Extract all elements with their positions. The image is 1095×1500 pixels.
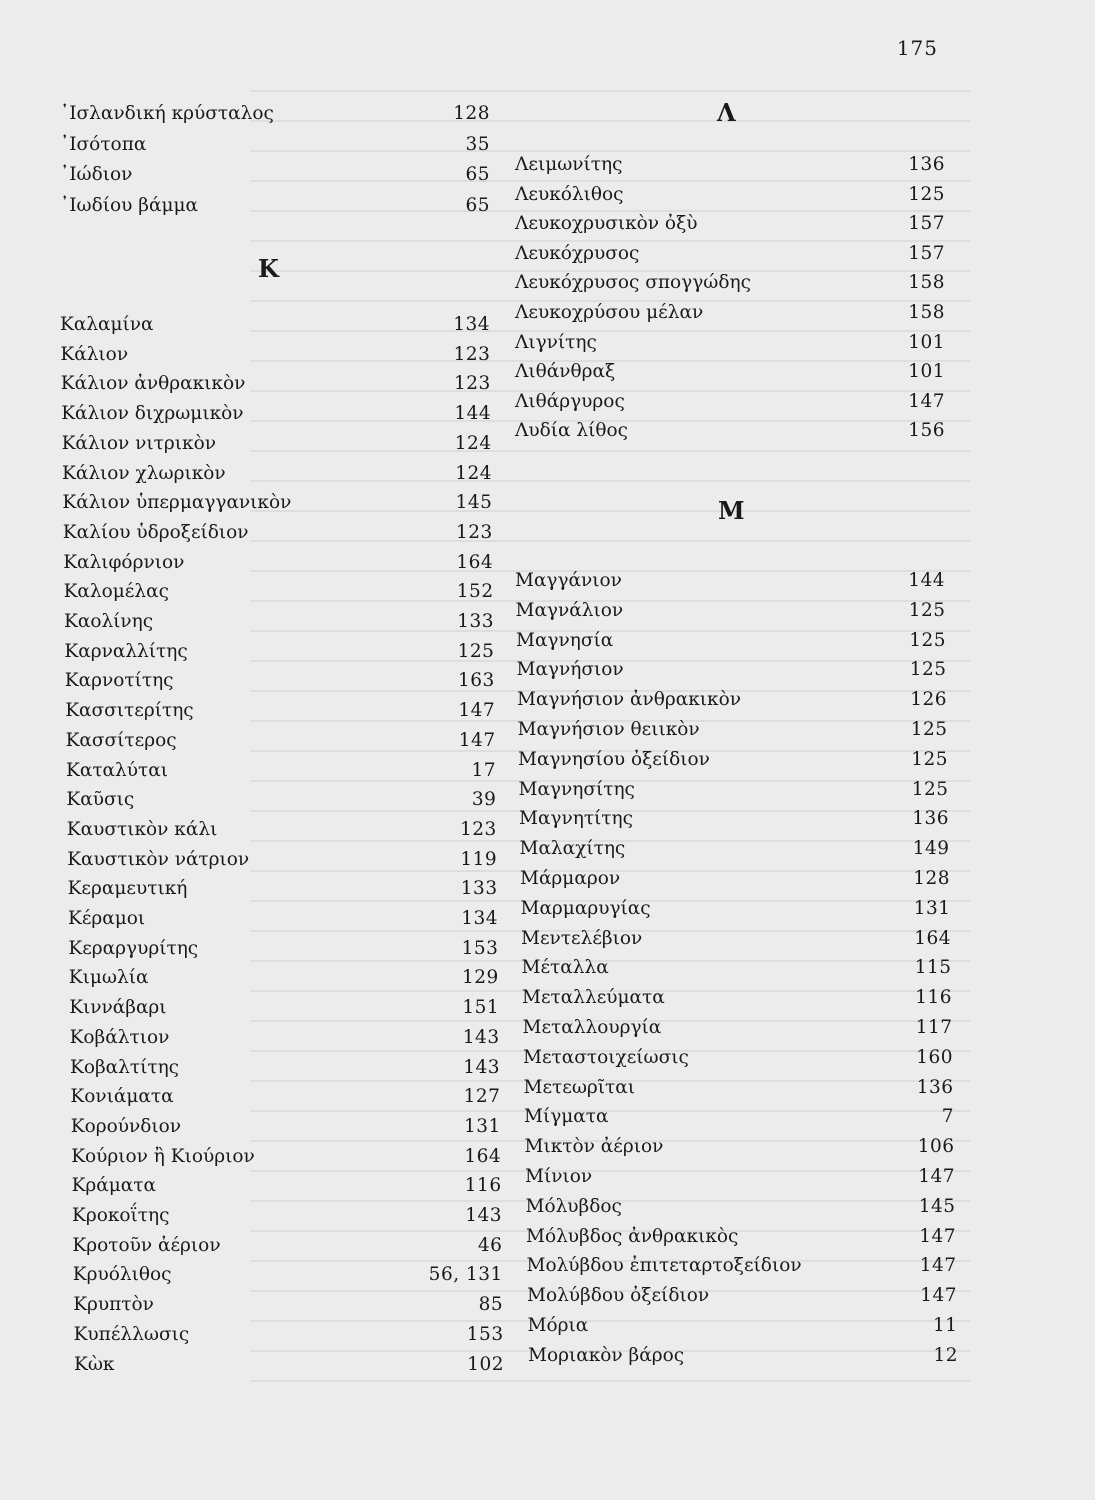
index-entry	[526, 1224, 956, 1250]
index-page-ref: 136	[916, 1076, 954, 1098]
index-page-ref: 156	[908, 420, 945, 442]
index-term: Κονιάματα	[70, 1086, 174, 1108]
index-page-ref: 123	[453, 343, 491, 365]
index-page-ref: 101	[908, 361, 945, 383]
index-entry	[69, 965, 499, 991]
index-term: Λευκοχρυσικὸν ὀξὺ	[515, 213, 698, 235]
index-page-ref: 131	[463, 1115, 501, 1137]
index-entry	[515, 300, 945, 326]
index-term: ᾿Ιώδιον	[60, 164, 133, 185]
index-entry	[515, 211, 945, 237]
index-entry	[520, 866, 950, 892]
index-entry	[62, 490, 492, 516]
index-entry	[522, 985, 952, 1011]
index-term: Μαγνησίτης	[518, 778, 635, 800]
index-term: Μαγνησίου ὀξείδιον	[518, 748, 710, 770]
index-page-ref: 106	[917, 1136, 955, 1158]
index-entry	[67, 817, 497, 843]
index-entry	[62, 461, 492, 487]
index-page-ref: 158	[908, 272, 945, 294]
index-entry	[515, 418, 945, 444]
index-term: Καταλύται	[66, 759, 168, 781]
index-term: Καρναλλίτης	[64, 640, 188, 662]
index-page-ref: 160	[916, 1046, 953, 1068]
index-page-ref: 125	[909, 629, 946, 651]
index-entry	[519, 806, 949, 832]
index-term: Κυπέλλωσις	[73, 1323, 190, 1345]
index-entry	[515, 389, 945, 415]
index-term: Λιθάργυρος	[515, 390, 625, 412]
index-term: Κάλιον	[60, 343, 129, 365]
index-entry	[515, 270, 945, 296]
index-term: Λευκόχρυσος σπογγώδης	[515, 272, 751, 294]
index-term: Κιννάβαρι	[69, 997, 167, 1019]
index-page-ref: 85	[478, 1294, 504, 1316]
index-term: Μαγνητίτης	[519, 808, 633, 830]
index-entry	[517, 657, 947, 683]
index-entry	[71, 1144, 501, 1170]
index-term: Μετεωρῖται	[523, 1076, 636, 1098]
index-term: Λευκοχρύσου μέλαν	[515, 302, 704, 323]
index-entry	[74, 1322, 504, 1348]
page-number: 175	[896, 36, 938, 60]
index-entry	[520, 836, 950, 862]
index-term: Κούριον ἢ Κιούριον	[71, 1145, 255, 1167]
index-entry	[528, 1313, 958, 1339]
index-entry	[69, 995, 499, 1021]
index-term: Μοριακὸν βάρος	[528, 1344, 685, 1366]
index-page-ref: 145	[455, 492, 493, 514]
index-entry	[70, 1025, 500, 1051]
index-page-ref: 158	[908, 302, 945, 323]
index-term: Λειμωνίτης	[515, 154, 623, 175]
index-entry	[60, 101, 490, 127]
section-letter-m: Μ	[718, 496, 745, 525]
index-page-ref: 128	[913, 868, 950, 889]
index-term: Κιμωλία	[68, 967, 149, 989]
index-page-ref: 136	[908, 154, 945, 175]
index-term: Κροτοῦν ἀέριον	[72, 1234, 221, 1256]
index-term: Μολύβδου ἐπιτεταρτοξείδιον	[526, 1255, 802, 1277]
index-term: Κροκοΐτης	[72, 1205, 170, 1226]
index-page-ref: 46	[477, 1234, 503, 1256]
index-term: Μαγνησία	[516, 629, 614, 651]
index-page-ref: 144	[454, 403, 492, 425]
index-term: Καλαμίνα	[60, 314, 154, 335]
index-entry	[515, 568, 945, 594]
index-term: Κάλιον χλωρικὸν	[62, 462, 226, 484]
index-entry	[515, 241, 945, 267]
index-term: Μικτὸν ἀέριον	[524, 1136, 664, 1158]
index-term: Κεραμευτική	[67, 878, 188, 900]
index-entry	[521, 926, 951, 952]
index-term: Λευκόλιθος	[515, 183, 624, 205]
index-page-ref: 65	[465, 194, 490, 216]
index-page-ref: 147	[919, 1225, 956, 1247]
index-term: Μολύβδου ὀξείδιον	[527, 1285, 710, 1307]
index-entry	[517, 687, 947, 713]
index-term: Κράματα	[71, 1175, 157, 1197]
index-page-ref: 128	[453, 103, 490, 124]
index-term: Λυδία λίθος	[515, 420, 628, 442]
index-page-ref: 39	[471, 789, 497, 811]
index-entry	[60, 132, 490, 158]
index-page-ref: 115	[914, 957, 952, 979]
index-page-ref: 149	[912, 838, 950, 860]
index-page-ref: 143	[462, 1026, 500, 1048]
index-term: Μεντελέβιον	[521, 927, 643, 949]
index-page-ref: 116	[464, 1175, 502, 1197]
index-entry	[71, 1114, 501, 1140]
index-entry	[63, 520, 493, 546]
index-entry	[525, 1134, 955, 1160]
index-page-ref: 17	[471, 759, 496, 781]
index-page-ref: 143	[465, 1205, 502, 1226]
index-entry	[528, 1343, 958, 1369]
index-page-ref: 117	[915, 1017, 953, 1038]
index-page-ref: 133	[457, 611, 494, 632]
index-page-ref: 136	[912, 808, 949, 830]
index-entry	[61, 371, 491, 397]
index-term: Μεταστοιχείωσις	[523, 1046, 689, 1068]
index-entry	[72, 1233, 502, 1259]
index-term: ᾿Ιωδίου βάμμα	[60, 194, 199, 216]
index-term: Κέραμοι	[68, 908, 146, 929]
index-term: Κασσίτερος	[65, 729, 177, 751]
index-term: Μαγνήσιον θειικὸν	[517, 719, 700, 740]
index-term: Κὼκ	[74, 1353, 115, 1375]
index-term: Κρυπτὸν	[73, 1294, 154, 1316]
index-page-ref: 7	[941, 1106, 954, 1128]
index-entry	[70, 1055, 500, 1081]
index-term: Μόρια	[527, 1315, 589, 1336]
index-page-ref: 147	[918, 1166, 955, 1187]
index-page-ref: 153	[466, 1323, 504, 1345]
index-entry	[515, 359, 945, 385]
index-page-ref: 125	[910, 719, 948, 740]
index-page-ref: 147	[908, 390, 945, 412]
index-term: Κοβαλτίτης	[70, 1056, 180, 1078]
index-term: Μαγνήσιον ἀνθρακικὸν	[517, 689, 741, 711]
index-page-ref: 65	[465, 164, 490, 185]
index-page-ref: 102	[467, 1353, 504, 1375]
index-page-ref: 151	[462, 997, 500, 1019]
index-page-ref: 147	[458, 729, 496, 751]
index-page-ref: 11	[932, 1315, 958, 1336]
index-term: Καλομέλας	[63, 581, 169, 603]
index-entry	[65, 668, 495, 694]
index-entry	[73, 1262, 503, 1288]
index-page-ref: 12	[933, 1344, 958, 1366]
index-entry	[61, 401, 491, 427]
index-entry	[527, 1283, 957, 1309]
index-term: Λευκόχρυσος	[515, 242, 640, 264]
index-page-ref: 134	[453, 314, 490, 335]
index-page-ref: 124	[454, 432, 492, 454]
index-entry	[518, 717, 948, 743]
index-page-ref: 143	[463, 1056, 500, 1078]
index-page-ref: 145	[918, 1195, 956, 1217]
index-entry	[63, 550, 493, 576]
index-entry	[62, 431, 492, 457]
index-term: Μαλαχίτης	[519, 838, 626, 860]
index-term: Καλιφόρνιον	[63, 551, 185, 573]
index-term: Μεταλλουργία	[522, 1017, 662, 1038]
index-term: Μόλυβδος ἀνθρακικὸς	[526, 1225, 739, 1247]
index-term: Κοβάλτιον	[69, 1026, 170, 1048]
index-entry	[66, 787, 496, 813]
index-term: Καρνοτίτης	[64, 670, 174, 692]
index-term: Μαρμαρυγίας	[520, 897, 651, 919]
index-term: Λιθάνθραξ	[515, 361, 616, 383]
index-term: Μίνιον	[525, 1166, 593, 1187]
index-entry	[68, 906, 498, 932]
index-entry	[60, 162, 490, 188]
index-page-ref: 35	[465, 133, 490, 155]
index-page-ref: 123	[455, 521, 493, 543]
index-page-ref: 101	[908, 331, 945, 353]
index-term: Καῦσις	[66, 789, 135, 811]
index-entry	[527, 1253, 957, 1279]
index-entry	[519, 777, 949, 803]
index-entry	[66, 728, 496, 754]
index-entry	[60, 342, 490, 368]
index-page-ref: 56, 131	[428, 1264, 503, 1286]
index-entry	[66, 758, 496, 784]
index-page-ref: 133	[460, 878, 498, 900]
index-page-ref: 125	[911, 748, 948, 770]
index-entry	[526, 1194, 956, 1220]
section-letter-l: Λ	[717, 98, 736, 127]
index-page-ref: 123	[453, 373, 491, 395]
index-term: Μεταλλεύματα	[522, 987, 665, 1009]
index-entry	[523, 1045, 953, 1071]
index-entry	[68, 936, 498, 962]
index-page-ref: 119	[460, 848, 498, 870]
index-entry	[65, 698, 495, 724]
index-page-ref: 116	[915, 987, 952, 1009]
index-page-ref: 125	[457, 640, 495, 662]
index-page-ref: 125	[909, 659, 947, 681]
section-letter-k: Κ	[258, 254, 279, 283]
index-page-ref: 147	[920, 1285, 957, 1307]
index-entry	[73, 1292, 503, 1318]
index-page-ref: 164	[914, 927, 951, 949]
index-page-ref: 131	[913, 897, 951, 919]
index-page-ref: 163	[457, 670, 495, 692]
index-entry	[60, 312, 490, 338]
index-entry	[523, 1015, 953, 1041]
index-entry	[68, 876, 498, 902]
index-term: Κασσιτερίτης	[65, 700, 194, 722]
index-page-ref: 144	[908, 570, 945, 591]
index-page-ref: 125	[911, 778, 949, 800]
index-page-ref: 125	[908, 183, 945, 205]
index-entry	[60, 193, 490, 219]
index-entry	[64, 639, 494, 665]
index-page-ref: 157	[908, 242, 945, 264]
index-page-ref: 123	[459, 818, 497, 840]
index-entry	[516, 628, 946, 654]
index-entry	[521, 896, 951, 922]
index-term: Κάλιον ἀνθρακικὸν	[60, 373, 246, 395]
index-page-ref: 124	[455, 462, 492, 484]
index-entry	[516, 598, 946, 624]
index-entry	[525, 1164, 955, 1190]
index-term: ᾿Ισλανδική κρύσταλος	[60, 103, 274, 124]
index-term: Κρυόλιθος	[72, 1264, 172, 1286]
index-entry	[72, 1203, 502, 1229]
index-entry	[72, 1173, 502, 1199]
index-term: Κορούνδιον	[70, 1115, 182, 1137]
index-term: Μέταλλα	[521, 957, 609, 979]
index-entry	[522, 955, 952, 981]
index-entry	[518, 747, 948, 773]
index-term: Μαγνάλιον	[515, 599, 624, 621]
index-entry	[64, 609, 494, 635]
index-term: Κάλιον ὑπερμαγγανικὸν	[62, 492, 292, 514]
index-page-ref: 129	[461, 967, 499, 989]
index-page-ref: 126	[910, 689, 947, 711]
index-page-ref: 147	[919, 1255, 957, 1277]
index-page-ref: 127	[463, 1086, 501, 1108]
index-term: Μίγματα	[524, 1106, 609, 1128]
index-page-ref: 147	[458, 700, 496, 722]
index-page-ref: 152	[456, 581, 494, 603]
index-entry	[64, 579, 494, 605]
index-term: Μάρμαρον	[520, 868, 621, 889]
index-term: Μαγγάνιον	[515, 570, 622, 591]
index-page-ref: 157	[908, 213, 945, 235]
index-entry	[70, 1084, 500, 1110]
index-term: Μόλυβδος	[525, 1195, 622, 1217]
index-term: Καλίου ὑδροξείδιον	[62, 521, 249, 543]
index-term: Κάλιον διχρωμικὸν	[61, 403, 244, 425]
index-page-ref: 125	[908, 599, 946, 621]
index-page-ref: 134	[461, 908, 498, 929]
index-entry	[74, 1352, 504, 1378]
index-entry	[524, 1104, 954, 1130]
index-term: ᾿Ισότοπα	[60, 133, 147, 155]
index-page-ref: 153	[461, 937, 499, 959]
index-term: Λιγνίτης	[515, 331, 597, 353]
index-entry	[515, 152, 945, 178]
index-entry	[67, 847, 497, 873]
index-page-ref: 164	[464, 1145, 502, 1167]
index-entry	[515, 330, 945, 356]
index-entry	[515, 182, 945, 208]
index-term: Μαγνήσιον	[516, 659, 624, 681]
index-term: Καυστικὸν κάλι	[66, 818, 218, 840]
index-page-ref: 164	[456, 551, 494, 573]
index-term: Κάλιον νιτρικὸν	[61, 432, 216, 454]
index-term: Κεραργυρίτης	[68, 937, 199, 959]
index-entry	[524, 1075, 954, 1101]
index-term: Καυστικὸν νάτριον	[67, 848, 250, 870]
index-term: Καολίνης	[64, 611, 154, 632]
